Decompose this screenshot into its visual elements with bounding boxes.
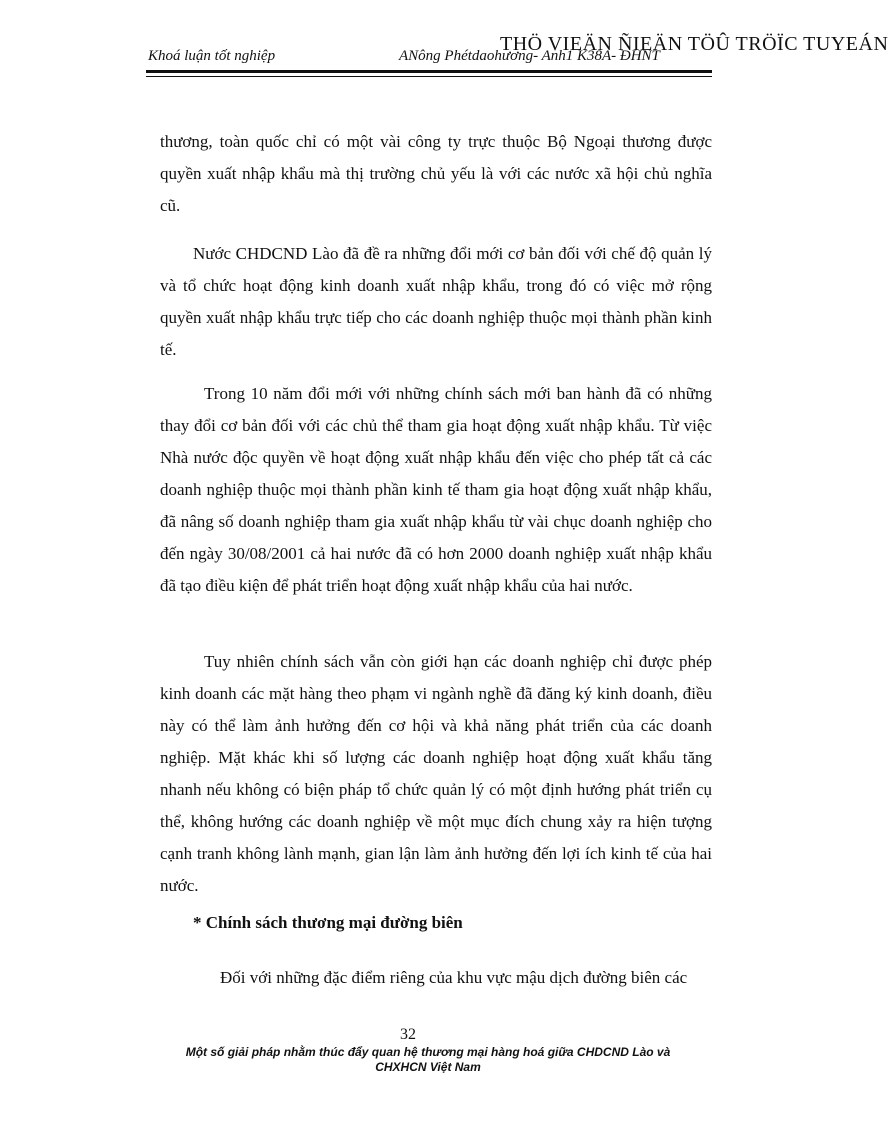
paragraph-5: Đối với những đặc điểm riêng của khu vực mậu dịch đường biên các: [220, 968, 688, 987]
section-heading: * Chính sách thương mại đường biên: [193, 913, 463, 932]
footer-line-1: Một số giải pháp nhằm thúc đẩy quan hệ thương mại hàng hoá giữa CHDCND Lào và: [185, 1045, 671, 1059]
footer-title: [140, 1045, 716, 1075]
paragraph-3: Trong 10 năm đổi mới với những chính sách mới ban hành đã có những thay đổi cơ bản đối với các chủ thể tham gia hoạt động xuất nhập khẩu. Từ việc Nhà nước độc quyền về hoạt động xuất nhập khẩu đến việc cho phép tất cả các doanh nghiệp thuộc mọi thành phần kinh tế tham gia hoạt động xuất nhập khẩu, đã nâng số doanh nghiệp tham gia xuất nhập khẩu từ vài chục doanh nghiệp cho đến ngày 30/08/2001 cả hai nước đã có hơn 2000 doanh nghiệp xuất nhập khẩu đã tạo điều kiện để phát triển hoạt động xuất nhập khẩu của hai nước.: [160, 384, 712, 595]
header-author: ANông Phétdaohương- Anh1 K38A- ĐHNT: [399, 48, 660, 64]
paragraph-1: thương, toàn quốc chỉ có một vài công ty trực thuộc Bộ Ngoại thương được quyền xuất nhập khẩu mà thị trường chủ yếu là với các nước xã hội chủ nghĩa cũ.: [160, 132, 712, 215]
footer-line-2: CHXHCN Việt Nam: [375, 1060, 481, 1074]
paragraph-4: Tuy nhiên chính sách vẫn còn giới hạn các doanh nghiệp chỉ được phép kinh doanh các mặt hàng theo phạm vi ngành nghề đã đăng ký kinh doanh, điều này có thể làm ảnh hưởng đến cơ hội và khả năng phát triển của các doanh nghiệp. Mặt khác khi số lượng các doanh nghiệp hoạt động xuất khẩu tăng nhanh nếu không có biện pháp tổ chức quản lý có một định hướng phát triển cụ thể, không hướng các doanh nghiệp về một mục đích chung xảy ra hiện tượng cạnh tranh không lành mạnh, gian lận làm ảnh hưởng đến lợi ích kinh tế của hai nước.: [160, 652, 712, 895]
library-watermark: THÖ VIEÄN ÑIEÄN TÖÛ TRÖÏC TUYEÁN: [500, 33, 888, 55]
page-number: 32: [400, 1026, 416, 1043]
header-thesis-label: Khoá luận tốt nghiệp: [148, 48, 276, 64]
header-rule-thin: [146, 76, 712, 77]
header-rule-thick: [146, 70, 712, 73]
paragraph-2: Nước CHDCND Lào đã đề ra những đổi mới cơ bản đối với chế độ quản lý và tổ chức hoạt động kinh doanh xuất nhập khẩu, trong đó có việc mở rộng quyền xuất nhập khẩu trực tiếp cho các doanh nghiệp thuộc mọi thành phần kinh tế.: [160, 244, 712, 359]
